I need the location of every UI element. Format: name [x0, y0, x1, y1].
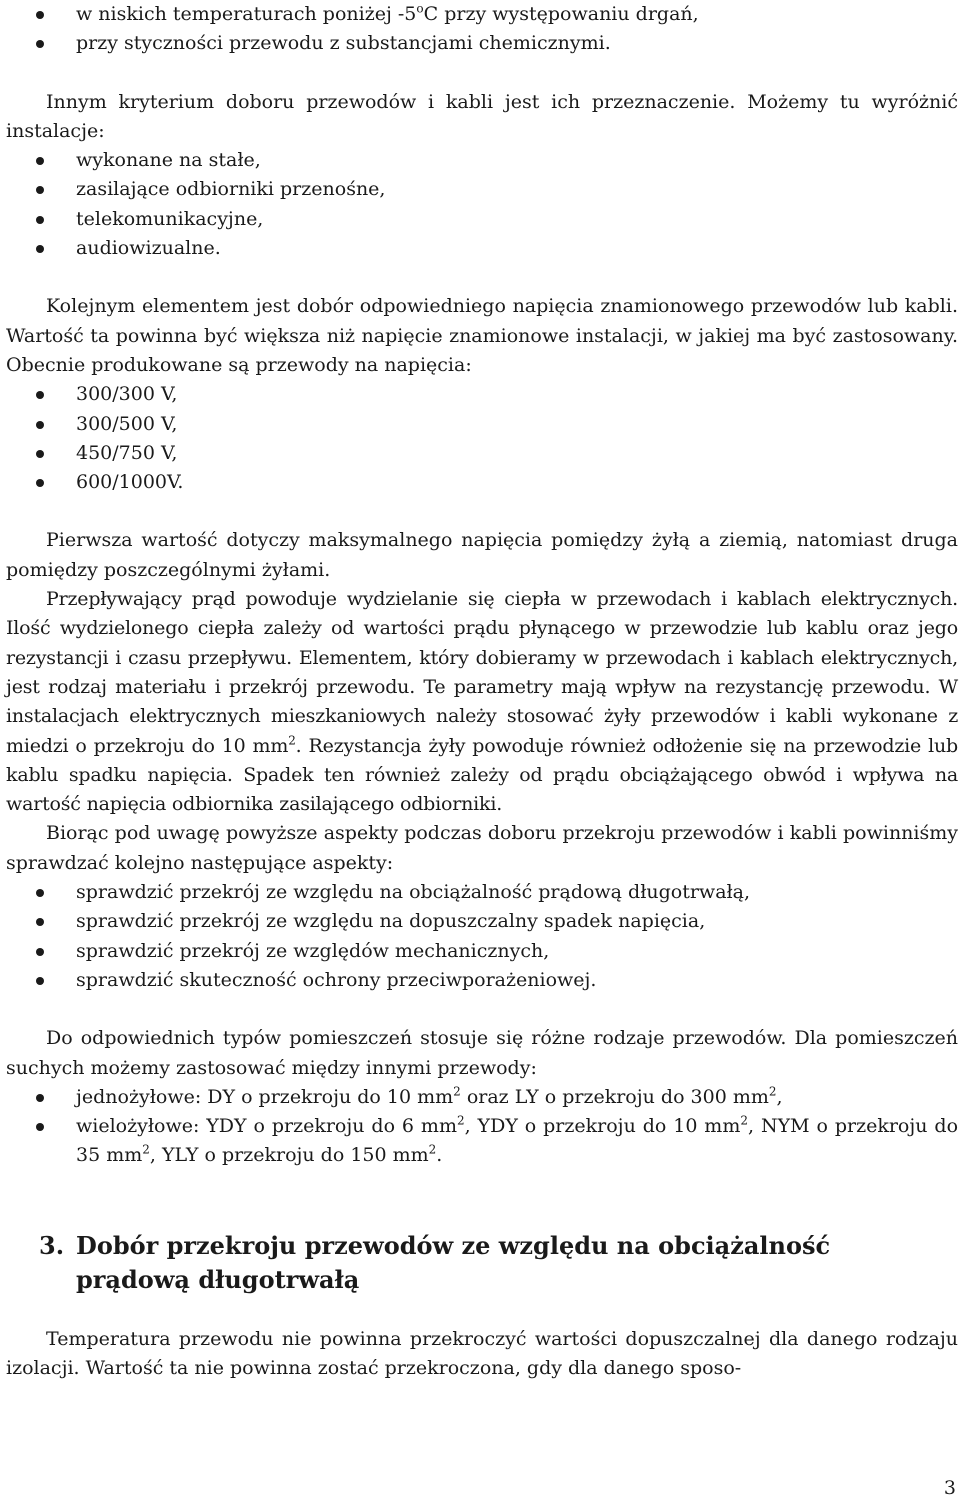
- document-page: [6, 0, 958, 1383]
- aspects-list: [6, 878, 958, 995]
- voltage-list: [6, 380, 958, 497]
- bullet-icon: [36, 157, 44, 165]
- list-item: audiowizualne.: [6, 234, 958, 263]
- bullet-icon: [36, 245, 44, 253]
- bullet-icon: [36, 186, 44, 194]
- section-title: Dobór przekroju przewodów ze względu na obciążalność prądową długotrwałą: [76, 1230, 831, 1294]
- bullet-icon: [36, 421, 44, 429]
- list-item: 450/750 V,: [6, 439, 958, 468]
- list-item: wielożyłowe: YDY o przekroju do 6 $mm^2$, YDY o przekroju do 10 $mm^2$, NYM o przekroju do 35 $mm^2$, YLY o przekroju do 150 $mm^2$.: [6, 1112, 958, 1171]
- bullet-icon: [36, 11, 44, 19]
- bullet-icon: [36, 40, 44, 48]
- bullet-icon: [36, 216, 44, 224]
- bullet-icon: [36, 450, 44, 458]
- bullet-icon: [36, 1094, 44, 1102]
- list-item: telekomunikacyjne,: [6, 205, 958, 234]
- bullet-icon: [36, 948, 44, 956]
- paragraph-usage-intro: Innym kryterium doboru przewodów i kabli jest ich przeznaczenie. Możemy tu wyróżnić instalacje:: [6, 90, 958, 142]
- bullet-icon: [36, 977, 44, 985]
- list-item: wykonane na stałe,: [6, 146, 958, 175]
- list-item: sprawdzić skuteczność ochrony przeciwporażeniowej.: [6, 966, 958, 995]
- section-number: 3.: [39, 1230, 65, 1260]
- page-number: 3: [943, 1476, 956, 1499]
- bullet-icon: [36, 479, 44, 487]
- bullet-icon: [36, 1123, 44, 1131]
- list-item: przy styczności przewodu z substancjami chemicznymi.: [6, 29, 958, 58]
- bullet-icon: [36, 918, 44, 926]
- paragraph-first-value: Pierwsza wartość dotyczy maksymalnego napięcia pomiędzy żyłą a ziemią, natomiast druga pomiędzy poszczególnymi żyłami.: [6, 529, 958, 581]
- cables-list: [6, 1083, 958, 1171]
- paragraph-voltage: Kolejnym elementem jest dobór odpowiedniego napięcia znamionowego przewodów lub kabli. Wartość ta powinna być większa niż napięcie znamionowe instalacji, w jakiej ma być zastosowany. Obecnie produkowane są przewody na napięcia:: [6, 295, 958, 376]
- list-item: sprawdzić przekrój ze względu na dopuszczalny spadek napięcia,: [6, 907, 958, 936]
- list-item: 600/1000V.: [6, 468, 958, 497]
- list-item: 300/500 V,: [6, 410, 958, 439]
- list-item: sprawdzić przekrój ze względów mechanicznych,: [6, 937, 958, 966]
- bullet-icon: [36, 391, 44, 399]
- list-item: 300/300 V,: [6, 380, 958, 409]
- usage-list: [6, 146, 958, 263]
- paragraph-aspects: Biorąc pod uwagę powyższe aspekty podczas doboru przekroju przewodów i kabli powinniśmy sprawdzać kolejno następujące aspekty:: [6, 822, 958, 874]
- bullet-icon: [36, 889, 44, 897]
- list-item: w niskich temperaturach poniżej -5$^o$C przy występowaniu drgań,: [6, 0, 958, 29]
- paragraph-temperature: Temperatura przewodu nie powinna przekroczyć wartości dopuszczalnej dla danego rodzaju izolacji. Wartość ta nie powinna zostać przekroczona, gdy dla danego sposo-: [6, 1327, 958, 1379]
- section-heading: [6, 1229, 926, 1297]
- list-item: sprawdzić przekrój ze względu na obciążalność prądową długotrwałą,: [6, 878, 958, 907]
- list-item: jednożyłowe: DY o przekroju do 10 $mm^2$ oraz LY o przekroju do 300 $mm^2$,: [6, 1083, 958, 1112]
- conditions-list: [6, 0, 958, 59]
- paragraph-rooms: Do odpowiednich typów pomieszczeń stosuje się różne rodzaje przewodów. Dla pomieszczeń suchych możemy zastosować między innymi przewody:: [6, 1027, 958, 1079]
- list-item: zasilające odbiorniki przenośne,: [6, 175, 958, 204]
- paragraph-heat: Przepływający prąd powoduje wydzielanie się ciepła w przewodach i kablach elektrycznych. Ilość wydzielonego ciepła zależy od wartości prądu płynącego w przewodzie lub kablu oraz jego rezystancji i czasu przepływu. Elementem, który dobieramy w przewodach i kablach elektrycznych, jest rodzaj materiału i przekrój przewodu. Te parametry mają wpływ na rezystancję przewodu. W instalacjach elektrycznych mieszkaniowych należy stosować żyły przewodów i kabli wykonane z miedzi o przekroju do 10 $mm^2$. Rezystancja żyły powoduje również odłożenie się na przewodzie lub kablu spadku napięcia. Spadek ten również zależy od prądu obciążającego obwód i wpływa na wartość napięcia odbiornika zasilającego odbiorniki.: [6, 588, 958, 816]
